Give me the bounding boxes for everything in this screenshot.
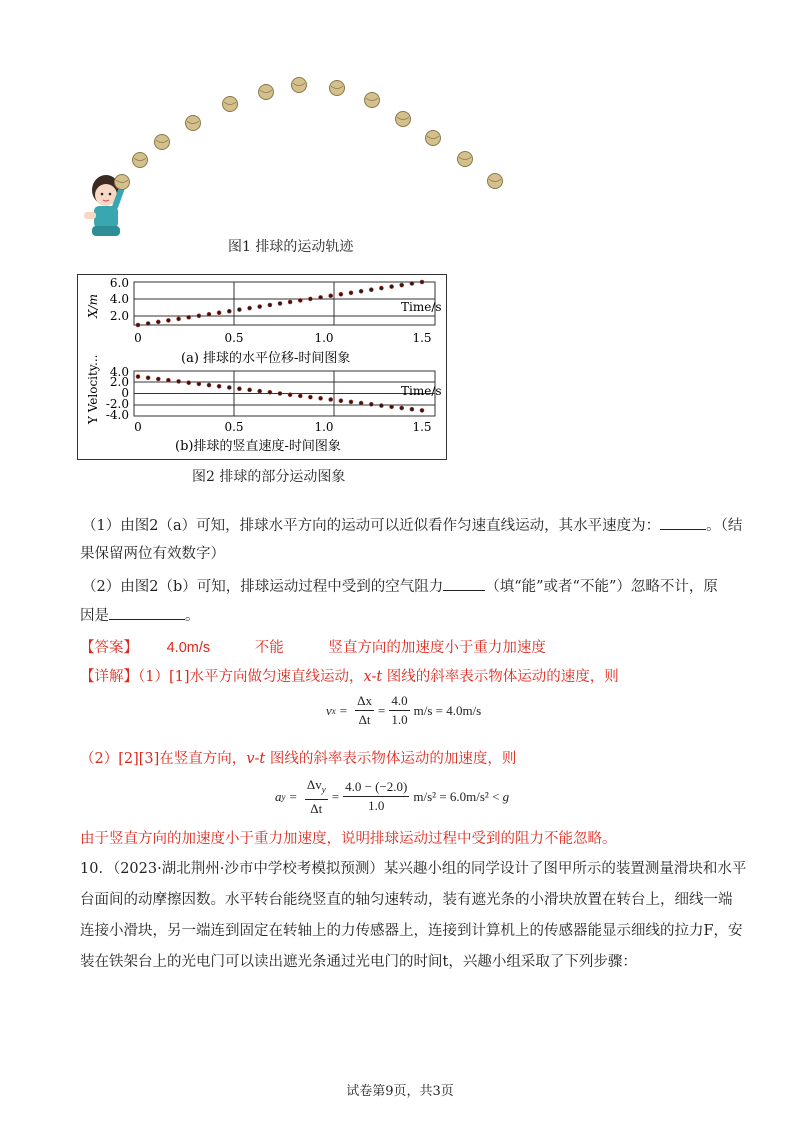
q2-line2 [80,602,200,630]
panel-b-ytick: 4.0 [109,365,129,379]
panel-a-point [248,306,252,310]
answer-value-2: 不能 [254,640,284,656]
panel-b-point [217,384,221,388]
detail-line2 [80,745,516,773]
panel-a-subcaption: (a) 排球的水平位移-时间图象 [181,351,351,366]
formula2-lhs-sub: y [281,791,286,802]
panel-b-point [136,375,140,379]
panel-b-point [359,401,363,405]
panel-b-point [248,388,252,392]
formula1-lhs-var: v [326,702,332,718]
q2-answer-blank-2 [109,603,185,620]
q10-line4: 装在铁架台上的光电门可以读出遮光条通过光电门的时间t，兴趣小组采取了下列步骤： [80,954,637,970]
panel-b-point [308,395,312,399]
panel-b-point [156,377,160,381]
panel-a-point [187,315,191,319]
panel-a-point [420,280,424,284]
volleyball-icon [115,175,130,190]
panel-a-point [268,303,272,307]
panel-b-point [298,394,302,398]
panel-b-point [237,387,241,391]
panel-b-xtick: 1.0 [314,420,334,434]
panel-a-point [207,312,211,316]
volleyball-icon [330,81,345,96]
volleyball-icon [396,112,411,127]
panel-b-point [197,382,201,386]
panel-a-point [410,282,414,286]
panel-a-point [146,322,150,326]
panel-b-ytick: -4.0 [105,408,129,422]
figure2-frame [78,275,447,460]
panel-b-subcaption: (b)排球的竖直速度-时间图象 [175,439,341,454]
panel-a-point [288,300,292,304]
panel-a-point [349,291,353,295]
panel-a-xtick: 0 [134,331,142,345]
formula-ay: a y = $\frac{\Delta v_y}{\Delta t}$ = $\frac{4.0 - (-2.0)}{1.0}$ m/s² = 6.0m/s² < g [275,777,510,816]
panel-b-point [187,381,191,385]
panel-b-point [339,399,343,403]
panel-a-point [227,309,231,313]
volleyball-icon [155,135,170,150]
panel-b-ytick: 0 [121,386,129,400]
figure2-charts [77,274,447,460]
panel-a-point [136,323,140,327]
panel-a-point [339,292,343,296]
panel-a-xtick: 1.5 [412,331,432,345]
detail-conclusion: 由于竖直方向的加速度小于重力加速度，说明排球运动过程中受到的阻力不能忽略。 [80,831,617,847]
panel-b-point [349,400,353,404]
formula1-den2: 1.0 [391,712,408,727]
panel-a-point [298,298,302,302]
answer-line [80,634,546,662]
volleyball-icon [426,131,441,146]
formula2-num1: Δv [306,777,322,792]
panel-b-point [329,398,333,402]
figure1-caption: 图1 排球的运动轨迹 [228,239,354,255]
panel-b-ylabel: Y Velocity... [86,354,100,424]
panel-b-point [319,396,323,400]
q1-line1 [82,512,742,540]
panel-b-point [379,404,383,408]
detail-text-2: 图线的斜率表示物体运动的速度，则 [382,669,619,685]
formula1-num1: Δx [355,692,374,711]
panel-b-xtick: 0.5 [224,420,244,434]
panel-a-point [390,285,394,289]
formula2-num1-sub: y [321,784,326,795]
panel-a-point [237,308,241,312]
figure1-illustration [70,62,530,242]
answer-value-1: 4.0m/s [166,640,211,656]
panel-a-point [197,314,201,318]
panel-b-point [278,392,282,396]
panel-a-point [217,311,221,315]
panel-b-point [166,378,170,382]
q2-answer-blank-1 [443,574,485,591]
detail-tag: 【详解】 [80,669,138,685]
q10-line1: 10．（2023·湖北荆州·沙市中学校考模拟预测）某兴趣小组的同学设计了图甲所示的装置测量滑块和水平 [80,861,747,877]
panel-a-point [177,317,181,321]
panel-a-point [156,320,160,324]
formula2-g: g [502,788,510,804]
answer-value-3: 竖直方向的加速度小于重力加速度 [328,640,546,656]
q1-line2: 果保留两位有效数字） [80,546,225,562]
panel-a-point [369,288,373,292]
detail-var-vt: v-t [246,751,266,767]
panel-a-point [319,295,323,299]
detail-text-1: （1）[1]水平方向做匀速直线运动， [138,669,364,685]
panel-a-point [400,283,404,287]
q10-line2: 台面间的动摩擦因数。水平转台能绕竖直的轴匀速转动，装有遮光条的小滑块放置在转台上，细线一端 [80,892,733,908]
panel-b-xtick: 0 [134,420,142,434]
figure2-caption: 图2 排球的部分运动图象 [192,469,346,485]
panel-b-point [288,393,292,397]
panel-b-point [369,402,373,406]
panel-a-ylabel: X/m [86,294,100,318]
detail-var-xt: x-t [363,669,383,685]
panel-a-point [329,294,333,298]
formula-vx: v x = $\frac{\Delta x}{\Delta t}$ = $\frac{4.0}{1.0}$ m/s = 4.0m/s [326,693,482,727]
formula1-den1: Δt [358,712,371,727]
q1-answer-blank [660,513,706,530]
volleyball-icon [259,85,274,100]
detail-text-3: （2）[2][3]在竖直方向， [80,751,247,767]
panel-a-point [258,305,262,309]
panel-a-ytick: 2.0 [109,309,129,323]
page-footer: 试卷第9页，共3页 [346,1084,454,1099]
formula2-lhs-var: a [275,788,282,804]
panel-b-point [410,407,414,411]
volleyball-icon [488,174,503,189]
panel-a-xtick: 1.0 [314,331,334,345]
volleyball-trajectory [115,78,503,190]
formula1-rest: m/s = 4.0m/s [413,702,482,718]
volleyball-icon [133,153,148,168]
panel-a-ytick: 4.0 [109,292,129,306]
panel-b-point [146,376,150,380]
q2-line1 [82,573,718,601]
formula2-den1: Δt [310,800,323,816]
detail-text-4: 图线的斜率表示物体运动的加速度，则 [265,751,517,767]
formula1-num2: 4.0 [389,692,409,711]
formula2-num2: 4.0 − (−2.0) [343,778,409,797]
volleyball-icon [223,97,238,112]
volleyball-icon [458,152,473,167]
panel-a-time-label: Time/s [401,300,442,314]
panel-b-point [400,406,404,410]
panel-b-time-label: Time/s [401,384,442,398]
panel-b-point [268,390,272,394]
answer-tag: 【答案】 [80,640,138,656]
volleyball-icon [292,78,307,93]
detail-line1 [80,663,619,691]
volleyball-icon [186,116,201,131]
formula2-rest: m/s² = 6.0m/s² < [413,788,503,804]
panel-b-point [390,405,394,409]
panel-b-point [258,389,262,393]
volleyball-icon [365,93,380,108]
q1-text-a: （1）由图2（a）可知，排球水平方向的运动可以近似看作匀速直线运动，其水平速度为： [82,518,661,534]
panel-a-xtick: 0.5 [224,331,244,345]
q10-line3: 连接小滑块，另一端连到固定在转轴上的力传感器上，连接到计算机上的传感器能显示细线的拉力F，安 [80,923,743,939]
panel-b-point [177,379,181,383]
panel-b-point [227,386,231,390]
panel-b-xtick: 1.5 [412,420,432,434]
panel-b-ytick: -2.0 [105,397,129,411]
panel-b-point [420,408,424,412]
q1-text-b: 。（结 [706,518,743,534]
panel-a-point [379,286,383,290]
panel-a-point [359,289,363,293]
panel-b-ytick: 2.0 [109,375,129,389]
formula2-den2: 1.0 [368,798,385,814]
panel-b-point [207,383,211,387]
panel-a-ytick: 6.0 [109,276,129,290]
q2-text-b: （填“能”或者“不能”）忽略不计，原 [485,579,718,595]
q2-text-d: 。 [185,608,200,624]
panel-a-point [278,302,282,306]
panel-a-point [308,297,312,301]
q2-text-a: （2）由图2（b）可知，排球运动过程中受到的空气阻力 [82,579,444,595]
panel-a-point [166,318,170,322]
formula1-lhs-sub: x [331,705,336,716]
q2-text-c: 因是 [80,608,109,624]
